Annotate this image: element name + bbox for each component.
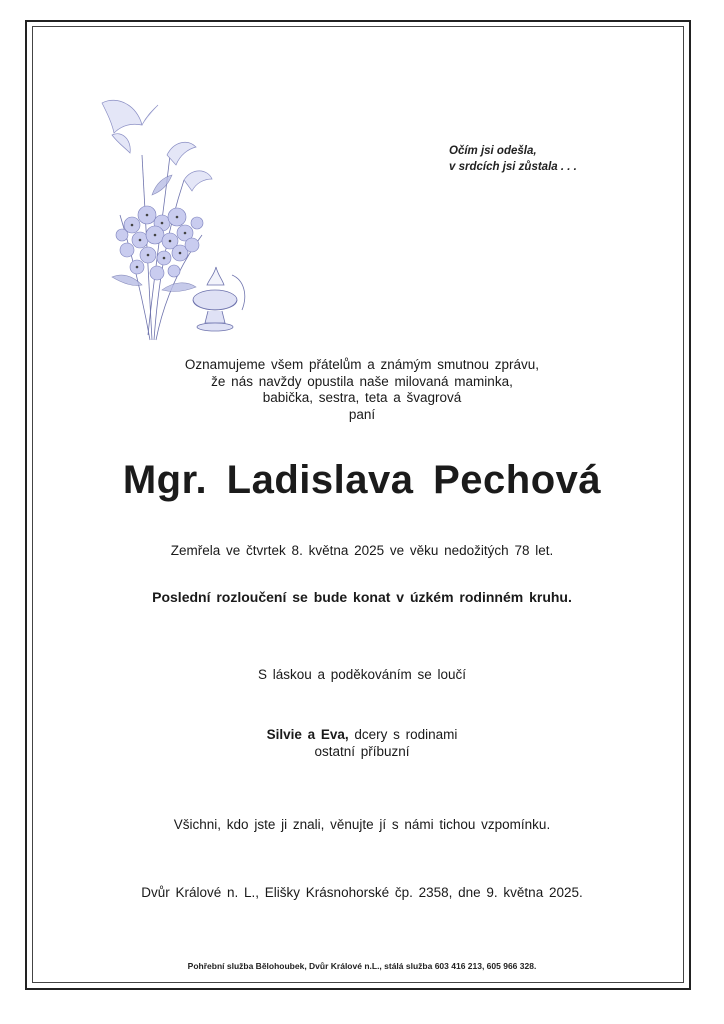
announcement-line-4: paní	[348, 406, 376, 422]
place-date-line: Dvůr Králové n. L., Elišky Krásnohorské čp. 2358, dne 9. května 2025.	[141, 885, 583, 900]
announcement-line-2: že nás navždy opustila naše milovaná maminka,	[211, 373, 513, 389]
flower-lamp-illustration	[92, 95, 252, 345]
oil-lamp	[193, 267, 245, 331]
motto-line-1: Očím jsi odešla,	[449, 145, 537, 157]
family-names: Silvie a Eva,	[266, 727, 349, 742]
announcement-line-1: Oznamujeme všem přátelům a známým smutnou zprávu,	[184, 357, 540, 372]
motto-line-2: v srdcích jsi zůstala . . .	[449, 161, 577, 173]
thanks-line: S láskou a poděkováním se loučí	[257, 667, 467, 682]
death-info: Zemřela ve čtvrtek 8. května 2025 ve věku nedožitých 78 let.	[170, 543, 554, 558]
flower-cluster	[116, 206, 203, 280]
family-relation: dcery s rodinami	[348, 727, 458, 742]
family-others: ostatní příbuzní	[314, 744, 410, 759]
motto-quote	[449, 143, 577, 175]
calla-lily-flowers	[102, 100, 212, 191]
funeral-service-footer: Pohřební služba Bělohoubek, Dvůr Králové n.L., stálá služba 603 416 213, 605 966 328.	[187, 961, 537, 971]
family-line-1	[0, 726, 724, 743]
announcement-line-3: babička, sestra, teta a švagrová	[262, 390, 462, 405]
deceased-name: Mgr. Ladislava Pechová	[122, 458, 602, 502]
family-signature	[0, 726, 724, 760]
farewell-info: Poslední rozloučení se bude konat v úzkém rodinném kruhu.	[152, 589, 572, 605]
remembrance-line: Všichni, kdo jste ji znali, věnujte jí s námi tichou vzpomínku.	[173, 817, 551, 832]
announcement-text	[0, 357, 724, 423]
